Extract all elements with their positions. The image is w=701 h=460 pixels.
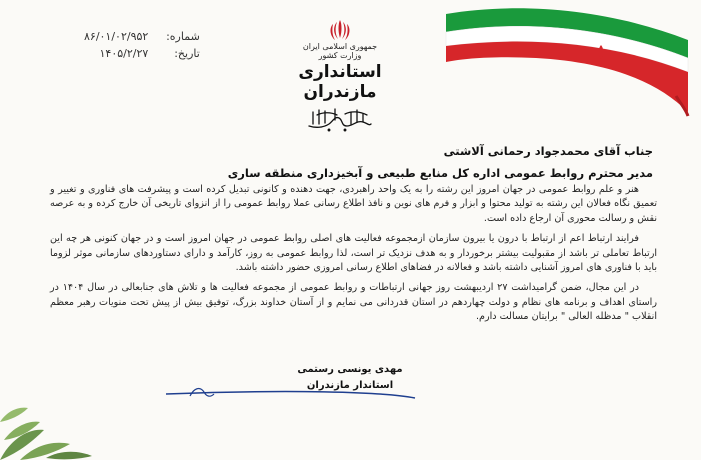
addressee-name: جناب آقای محمدجواد رحمانی آلاشتی [443, 144, 653, 158]
iran-emblem-icon [327, 18, 353, 42]
letter-number-row [84, 28, 200, 45]
body-paragraph-1: هنر و علم روابط عمومی در جهان امروز این رشته را به یک واحد راهبردی، جهت دهنده و کانونی تبدیل کرده است و پیشرفت های فناوری و تغییر و تعمیق نگاه فعالان این رشته به تولید محتوا و ابزار و فرم های نوین و نافذ اطلاع رسانی عملا روابط عمومی را از انزوای تاریخی آن خارج کرده و به عرصه نقش و رسالت محوری آن ارجاع داده است. [50, 184, 657, 224]
signatory-name: مهدی یونسی رستمی [297, 364, 403, 375]
iran-flag-graphic [426, 0, 701, 120]
body-paragraph-2: فرایند ارتباط اعم از ارتباط با درون یا بیرون سازمان ازمجموعه فعالیت های اصلی روابط عمومی در جهان امروز است و در جهان کنونی هر چه این ارتباط تعاملی تر باشد از مقبولیت بیشتر برخوردار و به هدف نزدیک تر است، لذا روابط عمومی به روز، کارآمد و دارای دستاوردهای سازمانی موثر لزوما باید با فناوری های امروز آشنایی داشته باشد و فعالانه در فضاهای اطلاع رسانی امروزی حضور داشته باشد. [50, 233, 657, 274]
addressee-position: مدیر محترم روابط عمومی اداره کل منابع طبیعی و آبخیزداری منطقه ساری [227, 166, 653, 180]
letter-meta [84, 28, 200, 62]
letter-body [50, 183, 657, 331]
letter-date-row [84, 45, 200, 62]
number-label: شماره: [166, 30, 200, 43]
country-name: جمهوری اسلامی ایران [302, 42, 378, 51]
decorative-leaves-graphic [0, 370, 110, 460]
bismillah-calligraphy [305, 106, 375, 132]
addressee [228, 140, 653, 184]
number-value: ۸۶/۰۱/۰۲/۹۵۲ [84, 30, 149, 43]
date-value: ۱۴۰۵/۲/۲۷ [99, 47, 149, 60]
organization-name: استانداری مازندران [298, 62, 382, 102]
ministry-name: وزارت کشور [318, 51, 362, 60]
body-paragraph-3: در این مجال، ضمن گرامیداشت ۲۷ اردیبهشت روز جهانی ارتباطات و روابط عمومی از مجموعه فعالیت ها و تلاش های جنابعالی در سال ۱۴۰۴ در راستای اهداف و برنامه های نظام و دولت چهاردهم در استان قدردانی می نمایم و از آستان خداوند بزرگ، توفیق بیش از پیش تحت منویات رهبر معظم انقلاب " مدظله العالی " برایتان مسالت دارم. [50, 282, 657, 323]
handwritten-signature [160, 378, 420, 406]
letterhead [260, 18, 420, 132]
signatory-title: استاندار مازندران [306, 380, 394, 391]
date-label: تاریخ: [174, 47, 200, 60]
